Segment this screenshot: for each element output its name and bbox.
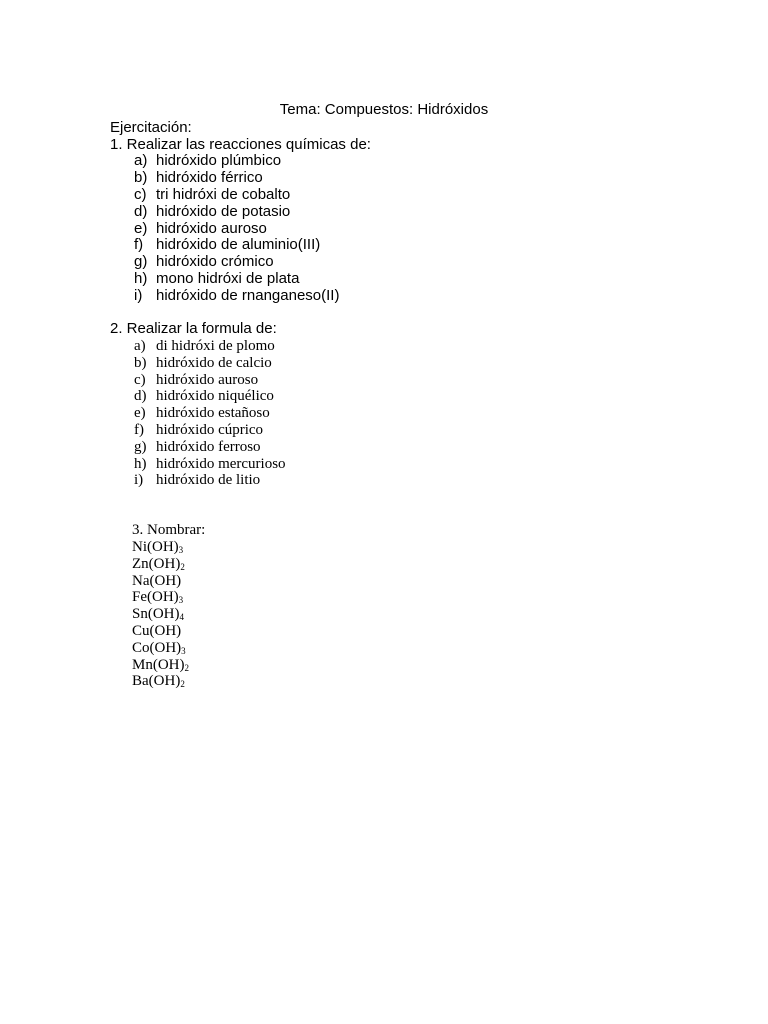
list-item xyxy=(134,355,286,372)
document-title: Tema: Compuestos: Hidróxidos xyxy=(279,101,489,118)
list-item-text: hidróxido estañoso xyxy=(156,405,270,422)
list-item-text: di hidróxi de plomo xyxy=(156,338,275,354)
formula-base: Fe(OH) xyxy=(132,589,179,606)
formula-base: Sn(OH) xyxy=(132,606,180,623)
list-marker: g) xyxy=(134,253,148,271)
formula-subscript: 2 xyxy=(184,662,189,673)
formula-base: Cu(OH) xyxy=(132,622,182,639)
list-item xyxy=(134,372,286,389)
list-marker: f) xyxy=(134,236,144,254)
formula-base: Co(OH) xyxy=(132,639,182,656)
list-item xyxy=(134,288,339,305)
list-item xyxy=(134,187,339,204)
formula-base: Na(OH) xyxy=(132,572,182,589)
list-item-text: hidróxido auroso xyxy=(156,219,267,237)
list-item-text: hidróxido de potasio xyxy=(156,202,291,220)
formula-subscript: 2 xyxy=(180,561,185,572)
list-item-text: hidróxido auroso xyxy=(156,371,259,388)
list-marker: c) xyxy=(134,371,146,388)
formula-item xyxy=(132,589,189,606)
list-marker: b) xyxy=(134,354,147,371)
formula-base: Ni(OH) xyxy=(132,539,179,555)
section2-heading: 2. Realizar la formula de: xyxy=(110,320,277,337)
list-item-text: hidróxido niquélico xyxy=(156,388,274,405)
section3-heading: 3. Nombrar: xyxy=(132,522,206,538)
section2-list xyxy=(134,338,286,489)
formula-item xyxy=(132,556,189,573)
intro-label: Ejercitación: xyxy=(110,119,192,136)
list-marker: h) xyxy=(134,270,148,288)
list-item xyxy=(134,388,286,405)
list-item xyxy=(134,456,286,473)
list-item-text: hidróxido de litio xyxy=(156,472,261,489)
list-marker: e) xyxy=(134,405,146,422)
list-item xyxy=(134,237,339,254)
formula-item xyxy=(132,606,189,623)
list-item xyxy=(134,254,339,271)
formula-base: Zn(OH) xyxy=(132,555,181,572)
list-item xyxy=(134,170,339,187)
list-item-text: hidróxido plúmbico xyxy=(156,152,282,169)
list-item-text: hidróxido de aluminio(III) xyxy=(156,236,321,254)
list-marker: i) xyxy=(134,472,144,489)
list-marker: c) xyxy=(134,185,147,203)
list-marker: d) xyxy=(134,202,148,220)
list-marker: d) xyxy=(134,388,147,405)
formula-item xyxy=(132,640,189,657)
formula-subscript: 3 xyxy=(181,645,186,656)
list-marker: e) xyxy=(134,219,148,237)
list-marker: g) xyxy=(134,438,147,455)
formula-subscript: 2 xyxy=(180,679,185,690)
formula-subscript: 3 xyxy=(178,595,184,606)
list-item-text: hidróxido cúprico xyxy=(156,421,264,438)
formula-item xyxy=(132,623,189,640)
list-item xyxy=(134,439,286,456)
formula-base: Ba(OH) xyxy=(132,673,181,690)
list-marker: i) xyxy=(134,287,143,305)
list-item xyxy=(134,338,286,355)
section1-list xyxy=(134,153,339,305)
list-item xyxy=(134,221,339,238)
list-item xyxy=(134,271,339,288)
list-marker: h) xyxy=(134,455,147,472)
section3-formula-list xyxy=(132,539,189,690)
list-item xyxy=(134,204,339,221)
section1-heading: 1. Realizar las reacciones químicas de: xyxy=(110,136,371,153)
list-item-text: tri hidróxi de cobalto xyxy=(156,185,291,203)
list-item-text: hidróxido ferroso xyxy=(156,438,261,455)
list-item-text: hidróxido crómico xyxy=(156,253,274,271)
list-item xyxy=(134,405,286,422)
formula-item xyxy=(132,657,189,674)
formula-item xyxy=(132,673,189,690)
formula-base: Mn(OH) xyxy=(132,656,185,673)
list-marker: f) xyxy=(134,421,144,438)
list-item-text: mono hidróxi de plata xyxy=(156,270,300,288)
formula-item xyxy=(132,539,189,556)
list-item-text: hidróxido férrico xyxy=(156,168,263,186)
list-item-text: hidróxido mercurioso xyxy=(156,455,286,472)
list-marker: a) xyxy=(134,152,148,169)
list-item-text: hidróxido de calcio xyxy=(156,354,272,371)
list-item xyxy=(134,153,339,170)
formula-item xyxy=(132,573,189,590)
list-item xyxy=(134,472,286,489)
formula-subscript: 3 xyxy=(178,545,184,555)
formula-subscript: 4 xyxy=(179,612,184,623)
list-marker: b) xyxy=(134,168,148,186)
list-item-text: hidróxido de rnanganeso(II) xyxy=(156,287,340,305)
list-marker: a) xyxy=(134,338,146,354)
list-item xyxy=(134,422,286,439)
